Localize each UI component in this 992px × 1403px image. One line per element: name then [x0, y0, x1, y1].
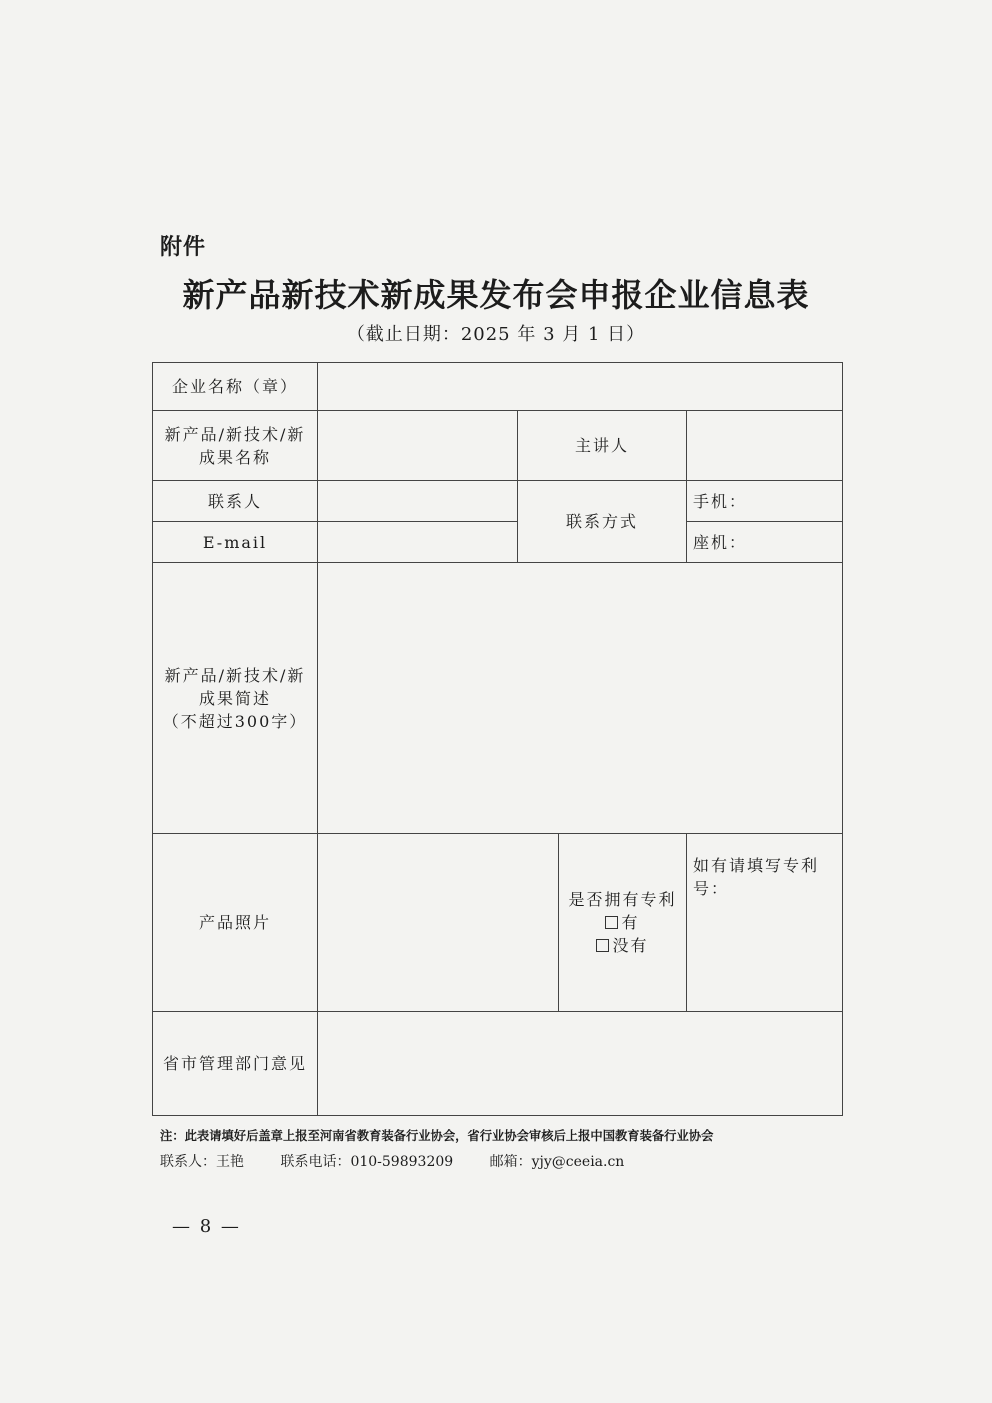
contact-line — [160, 1151, 656, 1171]
checkbox-icon[interactable] — [605, 916, 618, 929]
opinion-row — [153, 1012, 843, 1116]
landline-field[interactable]: 座机： — [687, 522, 843, 563]
attachment-label: 附件 — [160, 235, 207, 260]
description-label-title: 新产品/新技术/新成果简述 — [164, 665, 306, 708]
product-name-row — [153, 411, 843, 481]
email-label: E-mail — [153, 522, 318, 563]
product-name-field[interactable] — [318, 411, 518, 481]
application-form-table — [152, 362, 843, 1116]
patent-question-cell — [559, 834, 687, 1012]
contact-person-field[interactable] — [318, 481, 518, 522]
description-field[interactable] — [318, 563, 843, 834]
photo-label: 产品照片 — [153, 834, 318, 1012]
patent-yes-label: 有 — [621, 913, 640, 932]
page-number: — 8 — — [172, 1216, 241, 1237]
footnote: 注：此表请填好后盖章上报至河南省教育装备行业协会，省行业协会审核后上报中国教育装备行业协会 — [160, 1129, 714, 1143]
email-field[interactable] — [318, 522, 518, 563]
contact-person-row — [153, 481, 843, 522]
speaker-label: 主讲人 — [518, 411, 687, 481]
company-name-field[interactable] — [318, 363, 843, 411]
opinion-field[interactable] — [318, 1012, 843, 1116]
contact-person-label: 联系人 — [153, 481, 318, 522]
contact-email-text: 邮箱：yjy@ceeia.cn — [489, 1154, 625, 1170]
photo-row — [153, 834, 843, 1012]
patent-number-field[interactable]: 如有请填写专利号： — [687, 834, 843, 1012]
deadline-subtitle: （截止日期：2025 年 3 月 1 日） — [346, 324, 646, 345]
description-label-limit: （不超过300字） — [162, 711, 308, 731]
photo-field[interactable] — [318, 834, 559, 1012]
description-label — [153, 563, 318, 834]
contact-phone-text: 联系电话：010-59893209 — [280, 1154, 454, 1170]
opinion-label: 省市管理部门意见 — [153, 1012, 318, 1116]
page-title: 新产品新技术新成果发布会申报企业信息表 — [182, 276, 810, 314]
speaker-field[interactable] — [687, 411, 843, 481]
product-name-label: 新产品/新技术/新成果名称 — [153, 411, 318, 481]
patent-question-label: 是否拥有专利 — [568, 890, 677, 909]
checkbox-icon[interactable] — [596, 939, 609, 952]
patent-no-label: 没有 — [612, 936, 649, 955]
email-row — [153, 522, 843, 563]
mobile-field[interactable]: 手机： — [687, 481, 843, 522]
patent-yes-option[interactable] — [565, 911, 680, 934]
description-row — [153, 563, 843, 834]
patent-no-option[interactable] — [565, 934, 680, 957]
contact-person-text: 联系人：王艳 — [160, 1154, 244, 1170]
company-row — [153, 363, 843, 411]
company-name-label: 企业名称（章） — [153, 363, 318, 411]
contact-method-label: 联系方式 — [518, 481, 687, 563]
